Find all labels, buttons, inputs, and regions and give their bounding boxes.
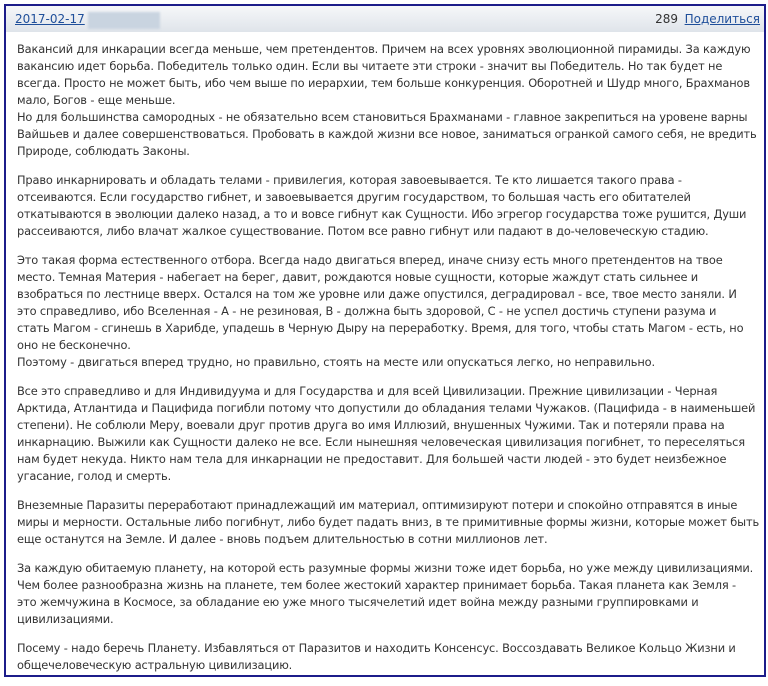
text-line: Поэтому - двигаться вперед трудно, но правильно, стоять на месте или опускаться легко, но неправильно.: [17, 355, 655, 369]
text-line: оно не бесконечно.: [17, 338, 131, 352]
text-line: нам будет некуда. Никто нам тела для инкарнации не предоставит. Для большей части людей - это будет неизбежное: [17, 452, 727, 466]
text-line: рассеиваются, либо влачат жалкое существование. Потом все равно гибнут или падают в до-человеческую стадию.: [17, 224, 709, 238]
text-line: мало, Богов - еще меньше.: [17, 93, 176, 107]
text-line: Внеземные Паразиты переработают принадлежащий им материал, оптимизируют потери и спокойно отправятся в иные: [17, 498, 738, 512]
text-line: еще останутся на Земле. И далее - вновь подъем длительностью в сотни миллионов лет.: [17, 532, 548, 546]
text-line: это жемчужина в Космосе, за обладание ею уже много тысячелетий идет война между разными группировками и: [17, 595, 699, 609]
post-header: [6, 6, 764, 32]
text-line: место. Темная Материя - набегает на берег, давит, рождаются новые сущности, которые жаждут стать сильнее и: [17, 270, 699, 284]
text-line: Право инкарнировать и обладать телами - привилегия, которая завоевывается. Те кто лишается такого права -: [17, 173, 682, 187]
text-line: отсеиваются. Если государство гибнет, и завоевывается другим государством, то большая часть его обитателей: [17, 190, 691, 204]
text-line: откатываются в эволюции далеко назад, а то и вовсе гибнут как Сущности. Ибо эгрегор государства тоже рушится, Души: [17, 207, 747, 221]
text-line: вакансию идет борьба. Победитель только один. Если вы читаете эти строки - значит вы Победитель. Но так будет не: [17, 59, 723, 73]
view-count: 289: [655, 12, 678, 26]
blurred-author-name: [88, 12, 160, 29]
paragraph: [17, 497, 758, 548]
text-line: угасание, голод и смерть.: [17, 469, 172, 483]
share-link[interactable]: Поделиться: [684, 12, 760, 26]
paragraph: [17, 252, 758, 371]
text-line: Все это справедливо и для Индивидуума и для Государства и для всей Цивилизации. Прежние цивилизации - Черная: [17, 384, 718, 398]
text-line: Вайшьев и далее совершенствоваться. Пробовать в каждой жизни все новое, заниматься огранкой самого себя, не вредить: [17, 127, 757, 141]
paragraph: [17, 560, 758, 628]
text-line: Посему - надо беречь Планету. Избавляться от Паразитов и находить Консенсус. Воссоздавать Великое Кольцо Жизни и: [17, 641, 736, 655]
text-line: это справедливо, ибо Вселенная - А - не резиновая, В - должна быть здоровой, С - не успел достичь ступени разума и: [17, 304, 717, 318]
paragraph: [17, 640, 758, 674]
text-line: миры и мерности. Остальные либо погибнут, либо будет падать вниз, в те примитивные формы жизни, которые может быть: [17, 515, 759, 529]
text-line: цивилизациями.: [17, 612, 114, 626]
text-line: Вакансий для инкарации всегда меньше, чем претендентов. Причем на всех уровнях эволюционной пирамиды. За каждую: [17, 42, 751, 56]
text-line: стать Магом - сгинешь в Харибде, упадешь в Черную Дыру на переработку. Время, для того, чтобы стать Магом - есть, но: [17, 321, 744, 335]
text-line: всегда. Просто не может быть, ибо чем выше по иерархии, тем больше конкуренция. Оборотней и Шудр много, Брахманов: [17, 76, 750, 90]
text-line: Это такая форма естественного отбора. Всегда надо двигаться вперед, иначе снизу есть много претендентов на твое: [17, 253, 723, 267]
text-line: За каждую обитаемую планету, на которой есть разумные формы жизни тоже идет борьба, но уже между цивилизациями.: [17, 561, 754, 575]
post-body: [17, 41, 758, 686]
post-card: [4, 4, 766, 677]
text-line: Природе, соблюдать Законы.: [17, 144, 190, 158]
post-date-link[interactable]: 2017-02-17: [15, 12, 85, 26]
text-line: Чем более разнообразна жизнь на планете, тем более жестокий характер принимает борьба. Такая планета как Земля -: [17, 578, 736, 592]
text-line: степени). Не соблюли Меру, воевали друг против друга во имя Иллюзий, внушенных Чужими. Так и потеряли права на: [17, 418, 725, 432]
text-line: Но для большинства самородных - не обязательно всем становиться Брахманами - главное закрепиться на уровене варны: [17, 110, 748, 124]
text-line: Арктида, Атлантида и Пацифида погибли потому что допустили до обладания телами Чужаков. (Пацифида - в наименьшей: [17, 401, 756, 415]
paragraph: [17, 172, 758, 240]
paragraph: [17, 41, 758, 160]
text-line: общечеловеческую астральную цивилизацию.: [17, 658, 293, 672]
text-line: взобраться по лестнице вверх. Остался на том же уровне или даже опустился, деградировал - все, твое место заняли. И: [17, 287, 737, 301]
paragraph: [17, 383, 758, 485]
text-line: инкарнацию. Выжили как Сущности далеко не все. Если нынешняя человеческая цивилизация погибнет, то переселяться: [17, 435, 745, 449]
